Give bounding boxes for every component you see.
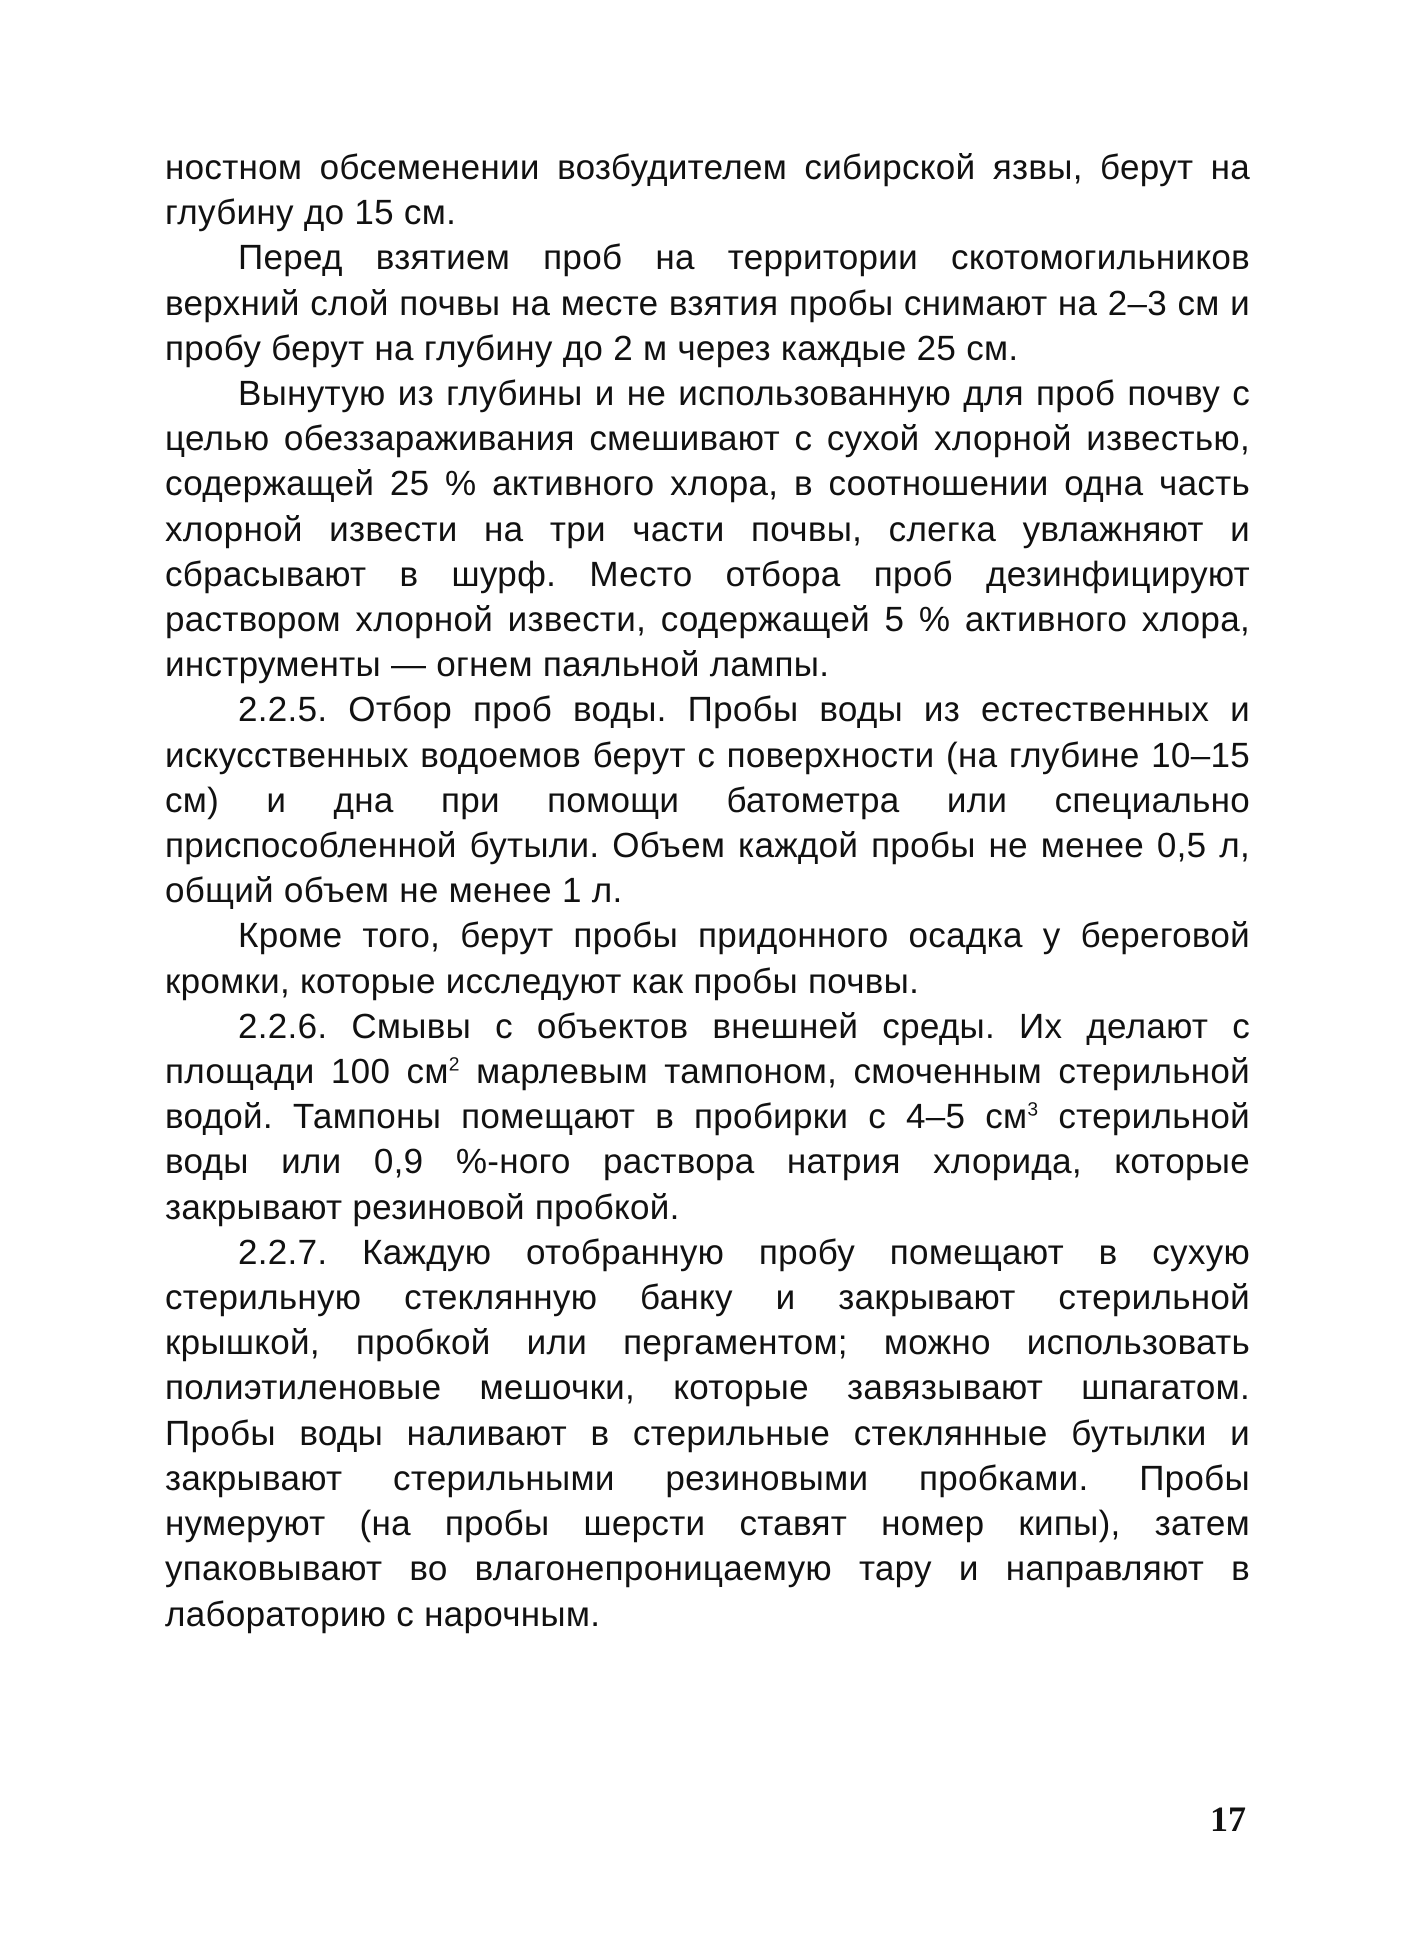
superscript-cubic: 3 — [1027, 1099, 1039, 1121]
paragraph-sample-packaging: 2.2.7. Каждую отобранную пробу помещают в сухую стерильную стеклянную банку и закрывают стерильной крышкой, пробкой или пергаментом; можно использовать полиэтиленовые мешочки, которые завязывают шпагатом. Пробы воды наливают в стерильные стеклянные бутылки и закрывают стерильными резиновыми пробками. Пробы нумеруют (на пробы шерсти ставят номер кипы), затем упаковывают во влагонепроницаемую тару и направляют в лабораторию с нарочным. — [165, 1232, 1250, 1634]
paragraph-bottom-sediment: Кроме того, берут пробы придонного осадка у береговой кромки, которые исследуют как пробы почвы. — [165, 916, 1250, 1001]
paragraph-surface-swabs — [165, 1004, 1250, 1230]
paragraph-soil-disinfection: Вынутую из глубины и не использованную для проб почву с целью обеззараживания смешивают с сухой хлорной известью, содержащей 25 % активного хлора, в соотношении одна часть хлорной извести на три части почвы, слегка увлажняют и сбрасывают в шурф. Место отбора проб дезинфицируют раствором хлорной извести, содержащей 5 % активного хлора, инструменты — огнем паяльной лампы. — [165, 374, 1250, 685]
paragraph-continuation: ностном обсеменении возбудителем сибирской язвы, берут на глубину до 15 см. — [165, 148, 1250, 233]
swab-text-part-1: 2.2.6. Смывы с объектов внешней среды. Их делают с площади 100 см — [165, 1006, 1250, 1092]
paragraph-cattle-burial-sampling: Перед взятием проб на территории скотомогильников верхний слой почвы на месте взятия пробы снимают на 2–3 см и пробу берут на глубину до 2 м через каждые 25 см. — [165, 238, 1250, 368]
paragraph-water-sampling: 2.2.5. Отбор проб воды. Пробы воды из естественных и искусственных водоемов берут с поверхности (на глубине 10–15 см) и дна при помощи батометра или специально приспособленной бутыли. Объем каждой пробы не менее 0,5 л, общий объем не менее 1 л. — [165, 690, 1250, 911]
superscript-square: 2 — [448, 1054, 460, 1076]
page-number: 17 — [1210, 1799, 1246, 1839]
document-body — [165, 145, 1250, 1637]
swab-text-part-2: марлевым тампоном, смоченным стерильной водой. Тампоны помещают в пробирки с 4–5 см — [165, 1052, 1251, 1137]
swab-text-part-3: стерильной воды или 0,9 %-ного раствора натрия хлорида, которые закрывают резиновой пробкой. — [165, 1097, 1250, 1227]
